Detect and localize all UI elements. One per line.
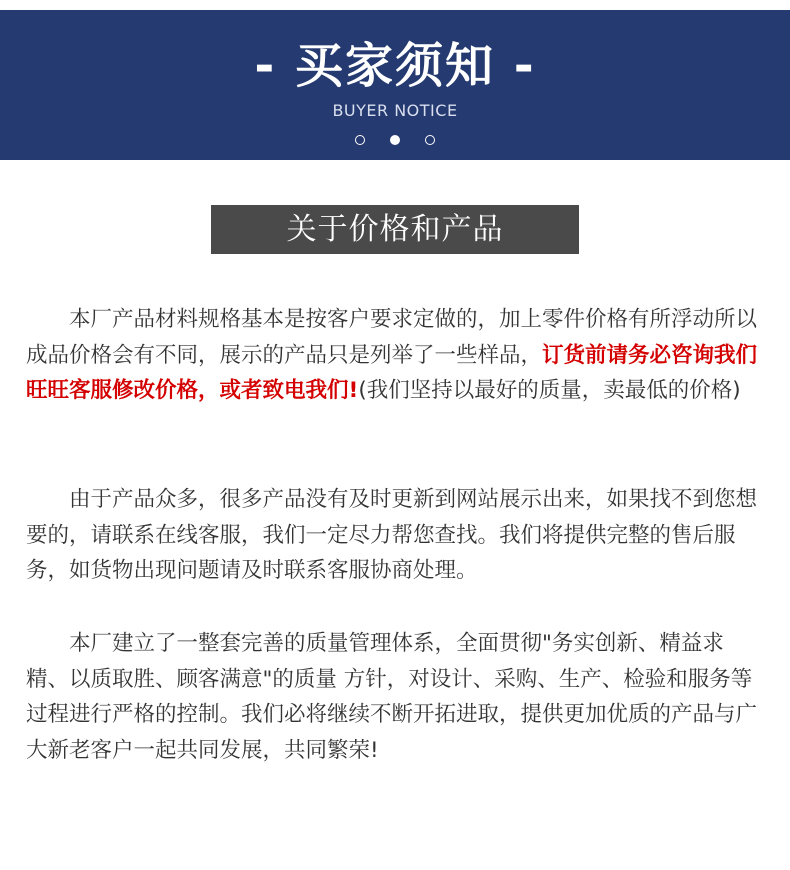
paragraph-pricing — [26, 302, 766, 409]
section-heading: 关于价格和产品 — [211, 205, 579, 254]
paragraph-quality: 本厂建立了一整套完善的质量管理体系，全面贯彻"务实创新、精益求精、以质取胜、顾客满意"的质量 方针，对设计、采购、生产、检验和服务等过程进行严格的控制。我们必将继续不断开拓进取，提供更加优质的产品与广大新老客户一起共同发展，共同繁荣! — [26, 631, 758, 763]
carousel-dots — [355, 133, 435, 147]
paragraph-products: 由于产品众多，很多产品没有及时更新到网站展示出来，如果找不到您想要的，请联系在线客服，我们一定尽力帮您查找。我们将提供完整的售后服务，如货物出现问题请及时联系客服协商处理。 — [26, 487, 758, 583]
carousel-dot-1 — [355, 135, 365, 145]
paragraph-pricing-intro: 本厂产品材料规格基本是按客户要求定做的，加上零件价格有所浮动所以成品价格会有不同，展示的产品只是列举了一些样品， — [26, 307, 758, 368]
carousel-dot-2-active — [390, 135, 400, 145]
top-strip — [0, 0, 790, 10]
paragraph-pricing-outro: (我们坚持以最好的质量，卖最低的价格) — [358, 378, 741, 403]
banner-subtitle: BUYER NOTICE — [332, 101, 458, 120]
banner-title: - 买家须知 - — [254, 38, 536, 94]
carousel-dot-3 — [425, 135, 435, 145]
paragraph-pricing-highlight: 订货前请务必咨询我们旺旺客服修改价格，或者致电我们! — [26, 342, 758, 403]
notice-banner — [0, 10, 790, 160]
